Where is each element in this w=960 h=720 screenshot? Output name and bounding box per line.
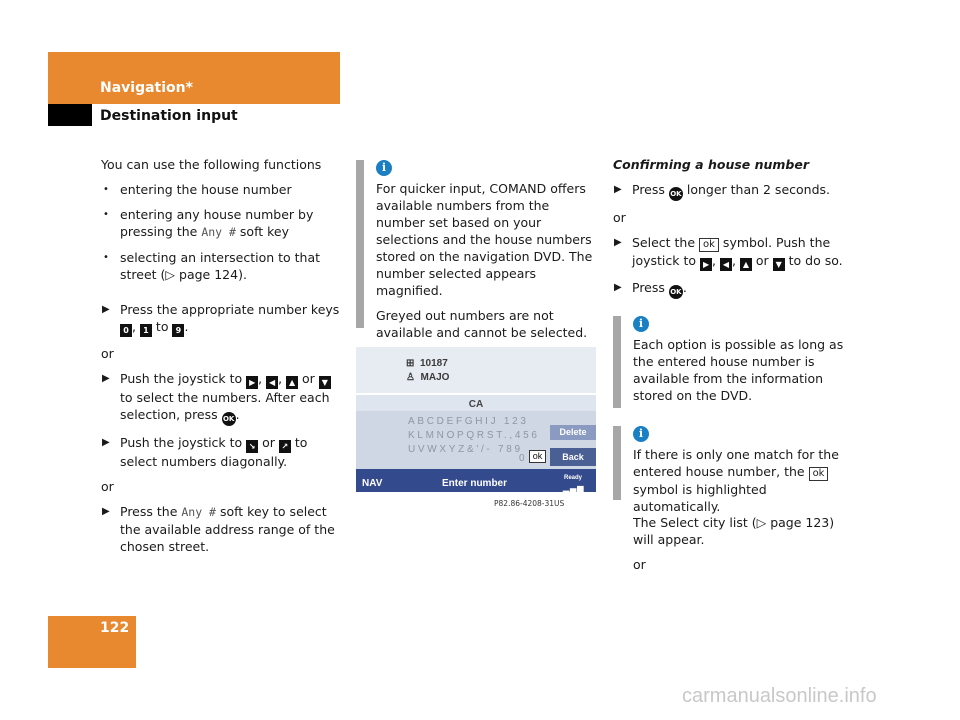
joystick-right-icon: ▶ [700,258,712,271]
joystick-down-icon: ▼ [773,258,785,271]
ok-button-icon: OK [669,187,683,201]
key-9-icon: 9 [172,324,184,337]
arrow-icon: ▶ [614,237,622,248]
delete-button[interactable]: Delete [550,425,596,440]
or-text: or [613,210,626,225]
joystick-right-icon: ▶ [246,376,258,389]
soft-key-label: Any # [201,225,236,239]
nav-label[interactable]: NAV [362,478,383,489]
screen-state: CA [468,399,484,410]
screen-divider [356,393,596,395]
joystick-diag-up-icon: ↗ [279,440,291,453]
ok-symbol[interactable]: ok [529,450,546,463]
body-text: The Select city list (▷ page 123) will appear. [633,515,835,547]
info-icon: i [633,316,649,332]
navigation-screen [356,347,596,492]
arrow-icon: ▶ [102,304,110,315]
info-icon: i [376,160,392,176]
screen-zip-row: ⊞ 10187 [406,358,448,369]
bullet-icon: • [103,252,109,263]
info-icon: i [633,426,649,442]
bullet-item: • entering any house number by pressing the Any # soft key [103,207,314,239]
arrow-icon: ▶ [102,373,110,384]
header-band [48,52,340,104]
info-box [356,160,596,340]
screen-header [356,347,596,393]
instruction-step: ▶ Press the appropriate number keys 0 , 1 to 9 . [102,302,340,335]
header-marker [48,104,92,126]
or-text: or [101,479,114,494]
arrow-icon: ▶ [102,506,110,517]
info-text: If there is only one match for the entered house number, the ok symbol is highlighted automatically. [633,447,839,514]
page-number: 122 [100,620,130,636]
character-row[interactable]: ABCDEFGHIJ 123 [408,416,529,427]
back-button[interactable]: Back [550,448,596,466]
bullet-item: • entering the house number [103,182,292,197]
or-text: or [633,557,646,572]
instruction-step: ▶ Press OK. [613,279,858,299]
right-column [613,156,858,307]
ok-button-icon: OK [222,412,236,426]
bullet-item: • selecting an intersection to that street (▷ page 124). [103,250,321,282]
bullet-icon: • [103,184,109,195]
ready-label: Ready [564,475,583,481]
joystick-up-icon: ▲ [740,258,752,271]
info-text: Greyed out numbers are not available and cannot be selected. [376,308,588,340]
soft-key-label: Any # [181,505,216,519]
arrow-icon: ▶ [102,437,110,448]
left-column [101,156,341,563]
page-ref-icon: ▷ [756,515,767,530]
info-text: For quicker input, COMAND offers available numbers from the number set based on your selections and the house numbers stored on the navigation DVD. The number selected appears magnified. [376,181,593,298]
instruction-step: ▶ Push the joystick to ↘ or ↗ to select numbers diagonally. [102,435,308,469]
key-0-icon: 0 [120,324,132,337]
info-box [613,426,858,514]
page-ref-icon: ▷ [165,267,176,282]
character-row[interactable]: UVWXYZ&'/- 789 [408,444,523,455]
arrow-icon: ▶ [614,282,622,293]
image-caption: P82.86-4208-31US [494,499,565,508]
ok-button-icon: OK [669,285,683,299]
instruction-step: ▶ Push the joystick to ▶ , ◀ , ▲ or ▼ to select the numbers. After each selection, press OK. [101,370,341,426]
section-title: Navigation* [100,80,193,96]
enter-number-label: Enter number [442,478,508,489]
joystick-left-icon: ◀ [266,376,278,389]
bullet-icon: • [103,209,109,220]
instruction-step: ▶ Press the Any # soft key to select the available address range of the chosen street. [102,504,335,554]
screen-street-row: ♙ MAJO [406,372,450,383]
joystick-diag-down-icon: ↘ [246,440,258,453]
or-text: or [101,346,114,361]
joystick-up-icon: ▲ [286,376,298,389]
watermark[interactable]: carmanualsonline.info [682,685,877,707]
digit-zero[interactable]: 0 [519,453,525,464]
intro-text: You can use the following functions [101,157,322,172]
key-1-icon: 1 [140,324,152,337]
info-text: Each option is possible as long as the entered house number is available from the information stored on the DVD. [633,337,844,403]
info-box [613,316,858,408]
screen-status-bar [356,469,596,492]
ok-symbol-icon: ok [699,238,719,252]
joystick-down-icon: ▼ [319,376,331,389]
subsection-title: Destination input [100,108,238,124]
ok-symbol-icon: ok [809,467,829,481]
section-heading: Confirming a house number [613,157,810,172]
right-column-footer-text [633,514,858,581]
arrow-icon: ▶ [614,184,622,195]
joystick-left-icon: ◀ [720,258,732,271]
street-icon: ♙ [406,372,415,383]
signal-icon: ▁▃▅ [563,483,585,492]
instruction-step: ▶ Press OK longer than 2 seconds. [613,181,858,201]
character-row[interactable]: KLMNOPQRST.,456 [408,430,540,441]
zip-icon: ⊞ [406,358,415,369]
instruction-step: ▶ Select the ok symbol. Push the joystick to ▶ , ◀ , ▲ or ▼ to do so. [614,235,843,269]
